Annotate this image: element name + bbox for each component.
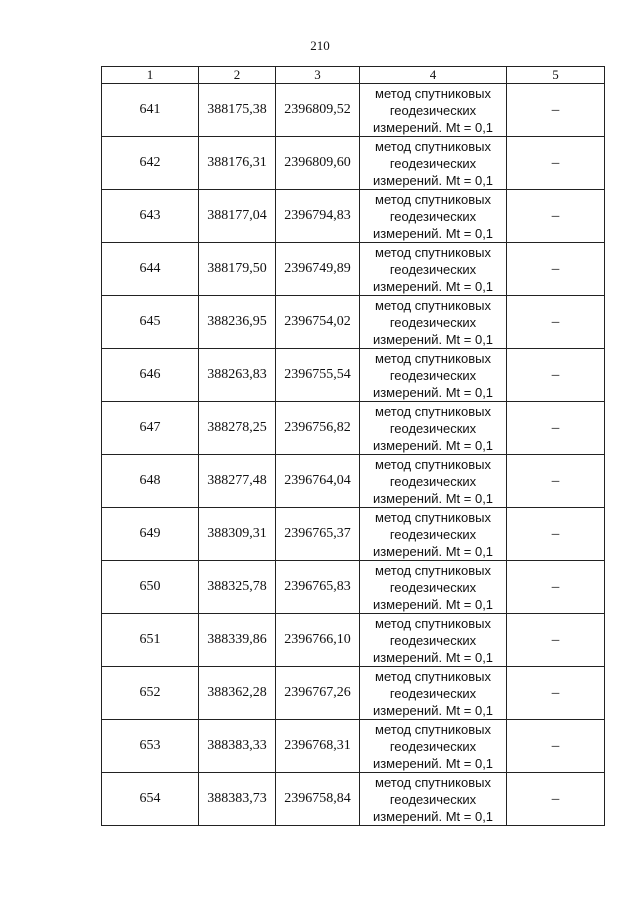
method-cell [360, 137, 507, 190]
method-text-line: измерений. Mt = 0,1 [372, 702, 494, 718]
method-text-line: метод спутниковых [375, 615, 491, 631]
point-number-cell: 652 [102, 667, 199, 720]
method-cell [360, 773, 507, 826]
method-text-line: метод спутниковых [375, 244, 491, 260]
method-text-line: измерений. Mt = 0,1 [372, 808, 494, 824]
point-number-cell: 651 [102, 614, 199, 667]
method-text-line: метод спутниковых [375, 138, 491, 154]
method-text-line: метод спутниковых [375, 774, 491, 790]
point-number-cell: 646 [102, 349, 199, 402]
y-coordinate-cell: 2396764,04 [276, 455, 360, 508]
header-row [102, 67, 605, 84]
method-cell [360, 667, 507, 720]
table-body [102, 84, 605, 826]
table-row [102, 455, 605, 508]
method-text-line: метод спутниковых [375, 509, 491, 525]
table-row [102, 667, 605, 720]
y-coordinate-cell: 2396765,83 [276, 561, 360, 614]
method-text-line: метод спутниковых [375, 721, 491, 737]
method-cell [360, 296, 507, 349]
y-coordinate-cell: 2396758,84 [276, 773, 360, 826]
method-text-line: геодезических [389, 208, 477, 224]
y-coordinate-cell: 2396755,54 [276, 349, 360, 402]
table-row [102, 84, 605, 137]
point-number-cell: 650 [102, 561, 199, 614]
method-text-line: геодезических [389, 685, 477, 701]
method-text-line: метод спутниковых [375, 191, 491, 207]
note-cell: – [507, 455, 605, 508]
table-row [102, 614, 605, 667]
note-cell: – [507, 720, 605, 773]
method-text-line: геодезических [389, 738, 477, 754]
method-text-line: геодезических [389, 473, 477, 489]
page-number: 210 [310, 38, 330, 53]
table-row [102, 349, 605, 402]
point-number-cell: 642 [102, 137, 199, 190]
note-cell: – [507, 243, 605, 296]
note-cell: – [507, 614, 605, 667]
table-row [102, 561, 605, 614]
method-text-line: метод спутниковых [375, 297, 491, 313]
method-text-line: измерений. Mt = 0,1 [372, 755, 494, 771]
method-text-line: измерений. Mt = 0,1 [372, 119, 494, 135]
coordinates-table [101, 66, 605, 826]
method-text-line: метод спутниковых [375, 456, 491, 472]
method-text-line: геодезических [389, 632, 477, 648]
note-cell: – [507, 190, 605, 243]
note-cell: – [507, 349, 605, 402]
x-coordinate-cell: 388278,25 [199, 402, 276, 455]
method-text-line: геодезических [389, 420, 477, 436]
method-text-line: метод спутниковых [375, 350, 491, 366]
point-number-cell: 641 [102, 84, 199, 137]
method-text-line: измерений. Mt = 0,1 [372, 172, 494, 188]
x-coordinate-cell: 388263,83 [199, 349, 276, 402]
method-text-line: геодезических [389, 314, 477, 330]
method-text-line: измерений. Mt = 0,1 [372, 278, 494, 294]
column-header: 4 [360, 67, 507, 84]
point-number-cell: 654 [102, 773, 199, 826]
y-coordinate-cell: 2396754,02 [276, 296, 360, 349]
method-text-line: метод спутниковых [375, 403, 491, 419]
point-number-cell: 653 [102, 720, 199, 773]
method-text-line: измерений. Mt = 0,1 [372, 490, 494, 506]
x-coordinate-cell: 388339,86 [199, 614, 276, 667]
table-row [102, 137, 605, 190]
method-text-line: измерений. Mt = 0,1 [372, 649, 494, 665]
y-coordinate-cell: 2396765,37 [276, 508, 360, 561]
method-cell [360, 84, 507, 137]
method-text-line: метод спутниковых [375, 85, 491, 101]
method-cell [360, 243, 507, 296]
point-number-cell: 647 [102, 402, 199, 455]
table-header [102, 67, 605, 84]
method-cell [360, 349, 507, 402]
y-coordinate-cell: 2396749,89 [276, 243, 360, 296]
note-cell: – [507, 667, 605, 720]
y-coordinate-cell: 2396794,83 [276, 190, 360, 243]
note-cell: – [507, 84, 605, 137]
method-text-line: геодезических [389, 261, 477, 277]
column-header: 3 [276, 67, 360, 84]
method-text-line: измерений. Mt = 0,1 [372, 543, 494, 559]
x-coordinate-cell: 388383,33 [199, 720, 276, 773]
x-coordinate-cell: 388325,78 [199, 561, 276, 614]
note-cell: – [507, 402, 605, 455]
x-coordinate-cell: 388175,38 [199, 84, 276, 137]
point-number-cell: 643 [102, 190, 199, 243]
method-text-line: геодезических [389, 526, 477, 542]
column-header: 2 [199, 67, 276, 84]
note-cell: – [507, 773, 605, 826]
x-coordinate-cell: 388179,50 [199, 243, 276, 296]
method-cell [360, 455, 507, 508]
method-text-line: метод спутниковых [375, 562, 491, 578]
note-cell: – [507, 137, 605, 190]
note-cell: – [507, 508, 605, 561]
note-cell: – [507, 296, 605, 349]
column-header: 5 [507, 67, 605, 84]
point-number-cell: 645 [102, 296, 199, 349]
method-text-line: измерений. Mt = 0,1 [372, 596, 494, 612]
table-row [102, 243, 605, 296]
y-coordinate-cell: 2396766,10 [276, 614, 360, 667]
table-row [102, 402, 605, 455]
y-coordinate-cell: 2396756,82 [276, 402, 360, 455]
method-text-line: геодезических [389, 102, 477, 118]
x-coordinate-cell: 388176,31 [199, 137, 276, 190]
y-coordinate-cell: 2396809,60 [276, 137, 360, 190]
y-coordinate-cell: 2396767,26 [276, 667, 360, 720]
method-cell [360, 561, 507, 614]
method-text-line: геодезических [389, 579, 477, 595]
point-number-cell: 644 [102, 243, 199, 296]
method-text-line: геодезических [389, 155, 477, 171]
y-coordinate-cell: 2396809,52 [276, 84, 360, 137]
column-header: 1 [102, 67, 199, 84]
table-row [102, 296, 605, 349]
method-cell [360, 402, 507, 455]
method-cell [360, 720, 507, 773]
x-coordinate-cell: 388383,73 [199, 773, 276, 826]
method-text-line: геодезических [389, 367, 477, 383]
x-coordinate-cell: 388177,04 [199, 190, 276, 243]
x-coordinate-cell: 388362,28 [199, 667, 276, 720]
point-number-cell: 649 [102, 508, 199, 561]
method-cell [360, 508, 507, 561]
method-text-line: геодезических [389, 791, 477, 807]
method-text-line: метод спутниковых [375, 668, 491, 684]
method-cell [360, 614, 507, 667]
note-cell: – [507, 561, 605, 614]
table-row [102, 508, 605, 561]
x-coordinate-cell: 388236,95 [199, 296, 276, 349]
method-text-line: измерений. Mt = 0,1 [372, 331, 494, 347]
table-row [102, 720, 605, 773]
method-text-line: измерений. Mt = 0,1 [372, 384, 494, 400]
method-text-line: измерений. Mt = 0,1 [372, 437, 494, 453]
x-coordinate-cell: 388277,48 [199, 455, 276, 508]
method-text-line: измерений. Mt = 0,1 [372, 225, 494, 241]
point-number-cell: 648 [102, 455, 199, 508]
table-row [102, 773, 605, 826]
table-row [102, 190, 605, 243]
x-coordinate-cell: 388309,31 [199, 508, 276, 561]
method-cell [360, 190, 507, 243]
y-coordinate-cell: 2396768,31 [276, 720, 360, 773]
